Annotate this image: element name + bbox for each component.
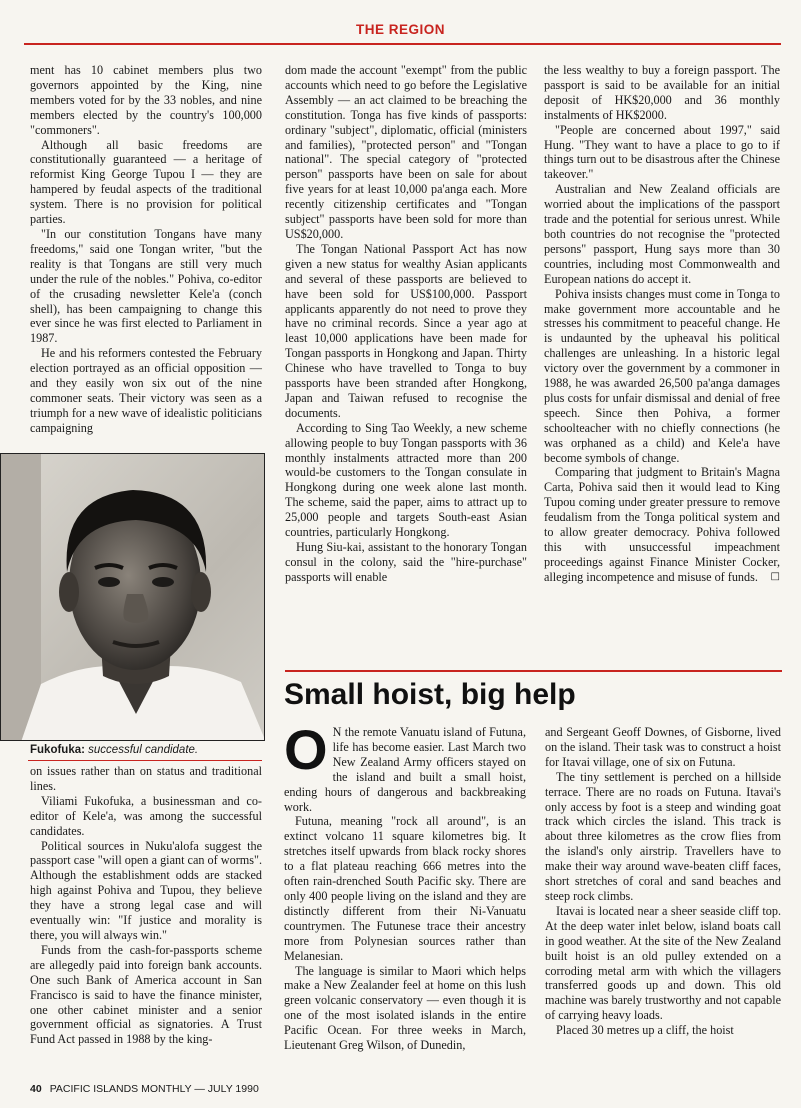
paragraph-text: Comparing that judgment to Britain's Magna Carta, Pohiva said then it would lead to King Tupou coming under greater pressure to remove feudalism from the Tonga political system and to allow greater democracy. Pohiva followed this with unsuccessful impeachment proceedings against Finance Minister Cocker, alleging incompetence and misuse of funds. — [544, 465, 780, 584]
caption-rule — [28, 760, 262, 761]
headline: Small hoist, big help — [284, 678, 576, 711]
paragraph: "People are concerned about 1997," said Hung. "They want to have a place to go to if things turn out to be disastrous after the Chinese takeover." — [544, 122, 780, 182]
page-footer — [30, 1083, 259, 1095]
paragraph: Australian and New Zealand officials are worried about the implications of the passport trade and the potential for serious unrest. While both countries do not recognise the "protected persons" passport, Hung says more than 30 countries, including most Commonwealth and European nations do accept it. — [544, 182, 780, 286]
paragraph: "In our constitution Tongans have many freedoms," said one Tongan writer, "but the reality is that Tongans are still very much under the rule of the nobles." Pohiva, co-editor of the crusading newsletter Kele'a (conch shell), has been campaigning to change this ever since he was first elected to Parliament in 1987. — [30, 226, 262, 346]
paragraph: The language is similar to Maori which helps make a New Zealander feel at home on this lush green volcanic conservatory — even though it is one of the most isolated islands in the entire Pacific Ocean. For three weeks in March, Lieutenant Greg Wilson, of Dunedin, — [284, 963, 526, 1053]
paragraph: ment has 10 cabinet members plus two governors appointed by the King, nine members voted for by the 33 nobles, and nine members elected by the country's 100,000 "commoners". — [30, 63, 262, 137]
drop-cap: O — [284, 718, 328, 781]
article1-column-1-continued — [30, 764, 262, 1047]
article1-column-1 — [30, 63, 262, 436]
paragraph: The tiny settlement is perched on a hillside terrace. There are no roads on Futuna. Itavai's only access by foot is a steep and winding goat track which circles the island. This track is about three kilometres as the crow flies from the island's only airstrip. Travellers have to make their way around wave-beaten cliff faces, short stretches of coral and sand beaches and steep rock climbs. — [545, 769, 781, 903]
page-number: 40 — [30, 1083, 42, 1095]
portrait-image — [1, 454, 265, 741]
article2-column-2 — [545, 725, 781, 1038]
paragraph: the less wealthy to buy a foreign passport. The passport is said to be available for an initial deposit of HK$20,000 and 36 monthly instalments of HK$2000. — [544, 63, 780, 122]
lead-paragraph — [284, 718, 526, 814]
paragraph: Viliami Fukofuka, a businessman and co-editor of Kele'a, was among the successful candidates. — [30, 793, 262, 838]
paragraph: He and his reformers contested the February election portrayed as an official opposition — and they easily won six out of the nine commoner seats. Their victory was seen as a triumph for a new wave of idealistic politicians campaigning — [30, 346, 262, 435]
portrait-photo — [0, 453, 265, 741]
paragraph — [544, 465, 780, 584]
paragraph: Although all basic freedoms are constitutionally guaranteed — a heritage of reformist King George Tupou I — they are hampered by feudal aspects of the traditional system. There is no provision for political parties. — [30, 137, 262, 227]
publication-line: PACIFIC ISLANDS MONTHLY — JULY 1990 — [49, 1083, 259, 1095]
paragraph: According to Sing Tao Weekly, a new scheme allowing people to buy Tongan passports with 36 monthly instalments attracted more than 200 would-be customers to the Tongan consulate in Hongkong during one week alone last month. The scheme, said the paper, aims to attract up to 25,000 people and targets South-east Asian countries, particularly Hongkong. — [285, 420, 527, 540]
photo-caption — [30, 744, 262, 756]
paragraph: Futuna, meaning "rock all around", is an extinct volcano 11 square kilometres big. It stretches itself upwards from black rocky shores to a flat plateau reaching 666 metres into the often rain-drenched South Pacific sky. There are only 400 people living on the island and they are distinctly different from their Ni-Vanuatu countrymen. The Futunese trace their ancestry more from Polynesian sources rather than Melanesian. — [284, 814, 526, 963]
paragraph: Placed 30 metres up a cliff, the hoist — [556, 1023, 734, 1038]
paragraph: Itavai is located near a sheer seaside cliff top. At the deep water inlet below, island boats call in good weather. At the site of the New Zealand built hoist is an old pulley extended on a corroding metal arm with which the villagers transferred goods up and down. This old machine was barely trustworthy and not capable of carrying heavy loads. — [545, 903, 781, 1023]
paragraph: The Tongan National Passport Act has now given a new status for wealthy Asian applicants and several of these passports are believed to have been sold for US$100,000. Passport applicants apparently do not need to prove they have no criminal records. Since a year ago at least 10,000 applications have been made for Tongan passports in Hongkong and Japan. Thirty Chinese who have travelled to Tonga to buy passports have been stranded after Hongkong, Japan and Taiwan refused to recognise the documents. — [285, 241, 527, 420]
paragraph: and Sergeant Geoff Downes, of Gisborne, lived on the island. Their task was to construct a hoist for Itavai village, one of six on Futuna. — [545, 725, 781, 769]
lead-text: N the remote Vanuatu island of Futuna, life has become easier. Last March two New Zealand Army officers stayed on the island and built a small hoist, ending hours of dangerous and backbreaking work. — [284, 725, 526, 814]
article2-column-1 — [284, 718, 526, 1053]
caption-name: Fukofuka: — [30, 744, 85, 756]
article1-column-3 — [544, 63, 780, 585]
end-mark: □ — [770, 570, 780, 582]
paragraph: Funds from the cash-for-passports scheme are allegedly paid into foreign bank accounts. One such Bank of America account in San Francisco is said to have the finance minister, one other cabinet minister and a senior government official as signatories. A Trust Fund Act passed in 1988 by the king- — [30, 942, 262, 1047]
paragraph: on issues rather than on status and traditional lines. — [30, 764, 262, 793]
story-divider — [285, 670, 782, 672]
top-rule — [24, 43, 781, 45]
section-header: THE REGION — [355, 22, 445, 37]
paragraph: Hung Siu-kai, assistant to the honorary Tongan consul in the colony, said the "hire-purchase" passports will enable — [285, 540, 527, 584]
paragraph: Political sources in Nuku'alofa suggest the passport case "will open a giant can of worms". Although the establishment odds are stacked high against Pohiva and Tupou, they believe they have a strong legal case and will eventually win: "If justice and morality is there, you will always win." — [30, 838, 262, 942]
paragraph: Pohiva insists changes must come in Tonga to make government more accountable and he stresses his commitment to peaceful change. He is undaunted by the upheaval his political challenges are unleashing. In a historic legal victory over the government by a commoner in 1988, he was awarded 26,500 pa'anga damages plus costs for unfair dismissal and denial of free speech. Since then Pohiva, a former schoolteacher with no chiefly connections (he was orphaned as a child) and Kele'a have become symbols of change. — [544, 286, 780, 465]
paragraph: dom made the account "exempt" from the public accounts which need to go before the Legislative Assembly — an act claimed to be breaching the constitution. Tonga has five kinds of passports: ordinary "subject", diplomatic, official (ministers and families), "protected person" and "Tongan national". The special category of "protected person" passports have been on sale for about five years for at least 10,000 pa'anga each. More recently citizenship certificates and "Tongan subject" passports have been sold for more than US$20,000. — [285, 63, 527, 241]
caption-text: successful candidate. — [88, 744, 199, 756]
article1-column-2 — [285, 63, 527, 585]
